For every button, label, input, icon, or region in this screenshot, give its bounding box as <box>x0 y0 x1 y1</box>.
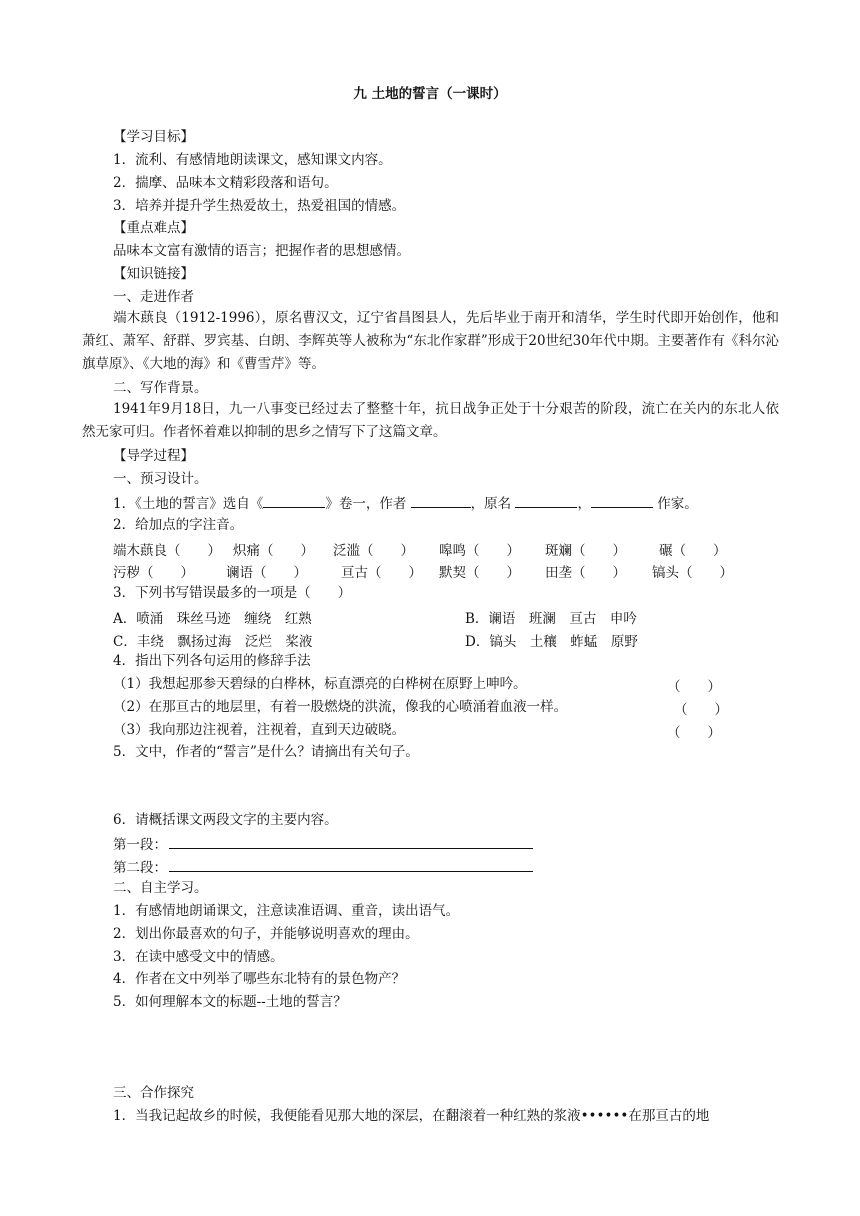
question-1 <box>113 493 698 514</box>
rhetoric-answer: （ ） <box>667 725 721 741</box>
background-paragraph <box>82 398 779 444</box>
author-heading: 一、走进作者 <box>113 289 194 305</box>
phonetic-item: 默契（ ） <box>439 565 520 581</box>
phonetic-item: 端木蕻良（ ） <box>113 543 221 559</box>
question-6: 6．请概括课文两段文字的主要内容。 <box>113 812 338 828</box>
question-4: 4．指出下列各句运用的修辞手法 <box>113 653 311 669</box>
phonetic-item: 镐头（ ） <box>652 565 733 581</box>
phonetic-item: 污秽（ ） <box>113 565 194 581</box>
background-heading: 二、写作背景。 <box>113 380 208 396</box>
phonetic-item: 碾（ ） <box>659 543 727 559</box>
phonetic-item: 泛滥（ ） <box>333 543 414 559</box>
goal-item: 2．揣摩、品味本文精彩段落和语句。 <box>113 175 338 191</box>
background-text: 1941年9月18日，九一八事变已经过去了整整十年，抗日战争正处于十分艰苦的阶段，流亡在关内的东北人依然无家可归。作者怀着难以抑制的思乡之情写下了这篇文章。 <box>82 401 779 440</box>
q1-part-b: 》卷一，作者 <box>325 496 411 512</box>
rhetoric-sentence: （1）我想起那参天碧绿的白桦林，标直漂亮的白桦树在原野上呻吟。 <box>113 676 527 692</box>
author-text: 端木蕻良（1912-1996），原名曹汉文，辽宁省昌图县人，先后毕业于南开和清华，学生时代即开始创作，他和萧红、萧军、舒群、罗宾基、白朗、李辉英等人被称为“东北作家群”形成于20世纪30年代中期。主要著作有《科尔沁旗草原》、《大地的海》和《曹雪芹》等。 <box>82 310 779 372</box>
page-title: 九 土地的誓言（一课时） <box>353 86 507 102</box>
phonetic-item: 田垄（ ） <box>545 565 626 581</box>
q1-part-a: 1．《土地的誓言》选自《 <box>113 496 264 512</box>
phonetic-item: 炽痛（ ） <box>233 543 314 559</box>
goals-heading: 【学习目标】 <box>113 129 194 145</box>
focus-heading: 【重点难点】 <box>113 220 194 236</box>
self-study-item: 2．划出你最喜欢的句子，并能够说明喜欢的理由。 <box>113 926 419 942</box>
phonetic-item: 斑斓（ ） <box>545 543 626 559</box>
rhetoric-sentence: （3）我向那边注视着，注视着，直到天边破晓。 <box>113 722 406 738</box>
q1-part-c: ，原名 <box>470 496 516 512</box>
self-study-heading: 二、自主学习。 <box>113 880 208 896</box>
cooperative-heading: 三、合作探究 <box>113 1085 194 1101</box>
phonetic-item: 嗥鸣（ ） <box>439 543 520 559</box>
rhetoric-sentence: （2）在那亘古的地层里，有着一股燃烧的洪流，像我的心喷涌着血液一样。 <box>113 699 568 715</box>
segment-1-label: 第一段： <box>113 837 167 853</box>
phonetic-item: 亘古（ ） <box>341 565 422 581</box>
option-a: A．喷涌 珠丝马迹 缠绕 红熟 <box>113 611 312 627</box>
writer-type-blank[interactable] <box>591 493 653 508</box>
goal-item: 3．培养并提升学生热爱故土，热爱祖国的情感。 <box>113 198 406 214</box>
self-study-item: 3．在读中感受文中的情感。 <box>113 949 284 965</box>
rhetoric-answer: （ ） <box>667 679 721 695</box>
question-2: 2．给加点的字注音。 <box>113 517 244 533</box>
self-study-item: 1．有感情地朗诵课文，注意读准语调、重音，读出语气。 <box>113 903 460 919</box>
question-5: 5．文中，作者的“誓言”是什么？请摘出有关句子。 <box>113 744 419 760</box>
self-study-item: 4．作者在文中列举了哪些东北特有的景色物产？ <box>113 971 406 987</box>
option-c: C．丰绕 飘扬过海 泛烂 桨液 <box>113 634 313 650</box>
question-3: 3．下列书写错误最多的一项是（ ） <box>113 585 352 601</box>
focus-text: 品味本文富有激情的语言；把握作者的思想感情。 <box>113 243 410 259</box>
author-paragraph <box>82 307 779 376</box>
option-b: B．谰语 班澜 亘古 申吟 <box>465 611 637 627</box>
segment-2-row <box>113 857 533 878</box>
self-study-item: 5．如何理解本文的标题--土地的誓言？ <box>113 994 347 1010</box>
preview-heading: 一、预习设计。 <box>113 471 208 487</box>
author-blank[interactable] <box>411 493 471 508</box>
guide-heading: 【导学过程】 <box>113 448 194 464</box>
phonetic-item: 谰语（ ） <box>226 565 307 581</box>
segment-1-answer-line[interactable] <box>169 834 533 849</box>
cooperative-question-1: 1．当我记起故乡的时候，我便能看见那大地的深层，在翻滚着一种红熟的浆液••••••在那亘古的地 <box>113 1108 710 1124</box>
segment-2-label: 第二段： <box>113 860 167 876</box>
source-blank[interactable] <box>263 493 325 508</box>
rhetoric-answer: （ ） <box>674 702 728 718</box>
segment-1-row <box>113 834 533 855</box>
option-d: D．镐头 土穰 蚱蜢 原野 <box>465 634 638 650</box>
knowledge-heading: 【知识链接】 <box>113 266 194 282</box>
segment-2-answer-line[interactable] <box>169 857 533 872</box>
q1-part-e: 作家。 <box>652 496 698 512</box>
original-name-blank[interactable] <box>515 493 577 508</box>
q1-part-d: ， <box>577 496 591 512</box>
goal-item: 1．流利、有感情地朗读课文，感知课文内容。 <box>113 152 392 168</box>
